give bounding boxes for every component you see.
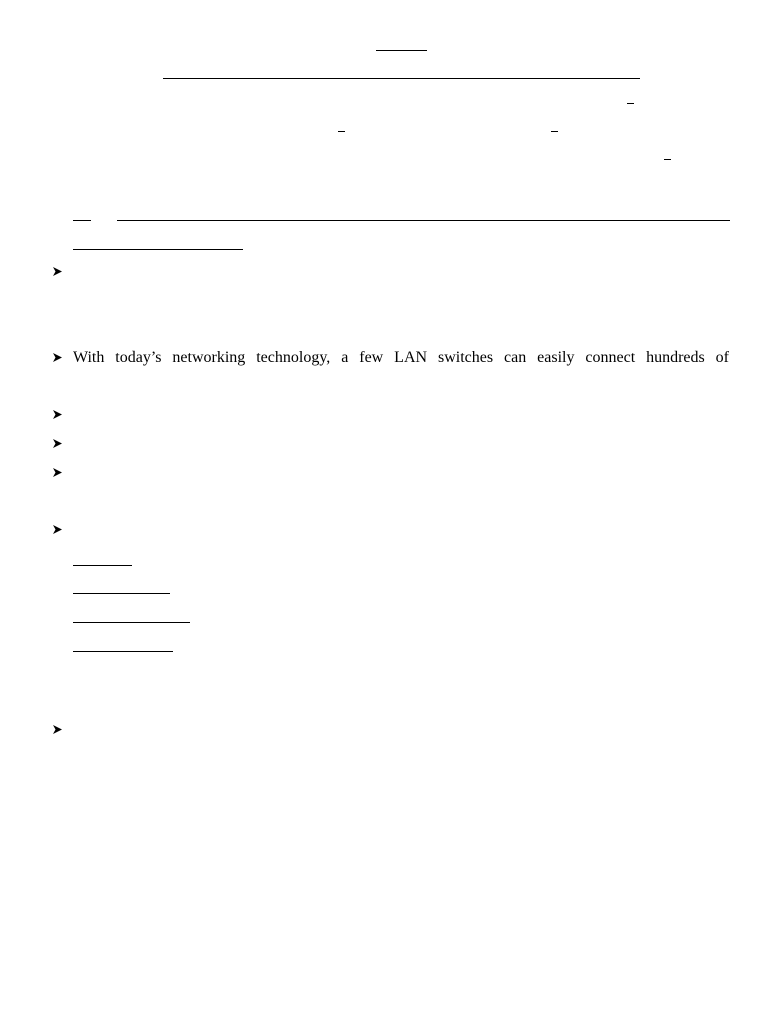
paragraph-lan-switches: With today’s networking technology, a few LAN switches can easily connect hundreds of xyxy=(73,349,729,366)
section-heading-underline-long xyxy=(117,220,730,221)
arrowhead-bullet-icon xyxy=(52,524,64,536)
arrowhead-bullet-icon xyxy=(52,467,64,479)
subtitle-underline xyxy=(163,78,640,79)
dash-mark xyxy=(551,131,558,132)
arrowhead-bullet-icon xyxy=(52,266,64,278)
sub-item-underline xyxy=(73,622,190,623)
sub-item-underline xyxy=(73,565,132,566)
sub-item-underline xyxy=(73,593,170,594)
arrowhead-bullet-icon xyxy=(52,352,64,364)
arrowhead-bullet-icon xyxy=(52,438,64,450)
dash-mark xyxy=(664,159,671,160)
section-heading-underline-short xyxy=(73,220,91,221)
section-heading-underline-line2 xyxy=(73,249,243,250)
arrowhead-bullet-icon xyxy=(52,409,64,421)
dash-mark xyxy=(338,131,345,132)
sub-item-underline xyxy=(73,651,173,652)
arrowhead-bullet-icon xyxy=(52,724,64,736)
title-underline xyxy=(376,50,427,51)
dash-mark xyxy=(627,103,634,104)
